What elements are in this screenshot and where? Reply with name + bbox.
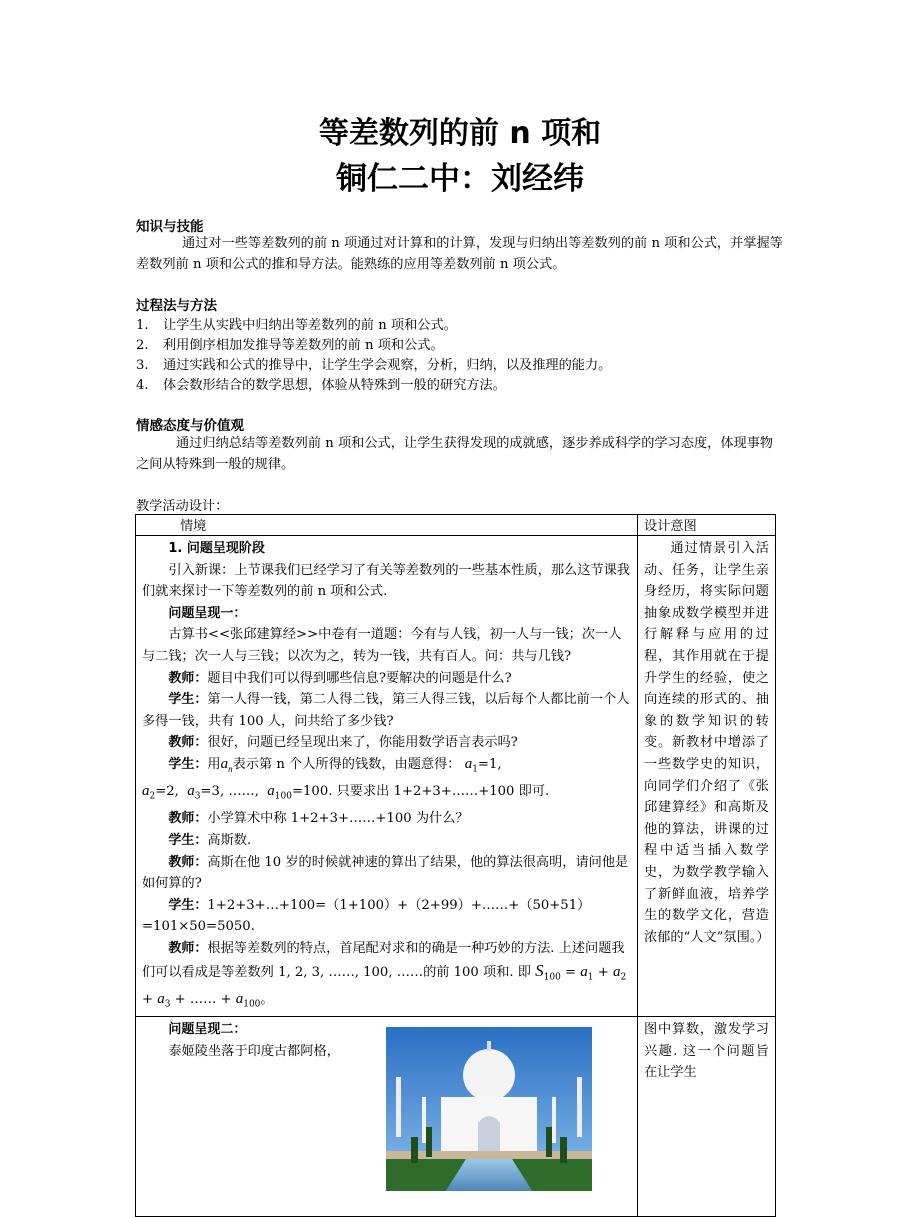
student-line: 1+2+3+…+100=（1+100）+（2+99）+……+（50+51）=101×50=5050. xyxy=(142,897,591,935)
table-cell-intent xyxy=(638,536,776,1017)
table-header-intent: 设计意图 xyxy=(638,515,776,536)
knowledge-text: 通过对一些等差数列的前 n 项通过对计算和的计算，发现与归纳出等差数列的前 n 项和公式，并掌握等差数列前 n 项和公式的推和导方法。能熟练的应用等差数列前 n 项公式。 xyxy=(136,236,783,272)
author-line: 铜仁二中：刘经纬 xyxy=(336,161,584,197)
q2-text: 泰姬陵坐落于印度古都阿格， xyxy=(168,1043,340,1059)
q2-heading: 问题呈现二： xyxy=(168,1022,247,1038)
stage-heading: 1. 问题呈现阶段 xyxy=(168,541,265,556)
table-cell-intent-2 xyxy=(638,1017,776,1217)
list-item: 2. 利用倒序相加发推导等差数列的前 n 项和公式。 xyxy=(136,338,444,353)
q1-heading: 问题呈现一： xyxy=(168,605,247,621)
student-line: 第一人得一钱，第二人得二钱，第三人得三钱，以后每个人都比前一个人多得一钱，共有 100 人，问共给了多少钱? xyxy=(142,692,630,729)
section-heading-process: 过程法与方法 xyxy=(136,298,217,314)
student-formula-line: 学生：用$a_n$表示第 n 个人所得的钱数，由题意得： $a_1=1$, xyxy=(168,755,502,775)
list-item: 3. 通过实践和公式的推导中，让学生学会观察，分析，归纳，以及推理的能力。 xyxy=(136,358,612,373)
activity-label: 教学活动设计： xyxy=(136,499,229,514)
teacher-line: 根据等差数列的特点，首尾配对求和的确是一种巧妙的方法. 上述问题我们可以看成是等差数列 1, 2, 3, ……, 100, ……的前 100 项和. 即 xyxy=(142,940,625,980)
emotion-text: 通过归纳总结等差数列前 n 项和公式，让学生获得发现的成就感，逐步养成科学的学习态度，体现事物之间从特殊到一般的规律。 xyxy=(136,436,774,472)
intent-text-2: 图中算数，激发学习兴趣. 这一个问题旨在让学生 xyxy=(644,1022,769,1081)
table-header-scenario: 情境 xyxy=(136,515,638,536)
student-formula-line-2: $a_2=2$, $a_3=3$, ……, $a_{100}=100$. 只要求出 1+2+3+……+100 即可. xyxy=(142,783,550,802)
table-cell-scenario: 1. 问题呈现阶段 引入新课：上节课我们已经学习了有关等差数列的一些基本性质，那么这节课我们就来探讨一下等差数列的前 n 项和公式. 问题呈现一： 古算书<<张邱建算经>>中卷有一道题：今有与人钱，初一人与一钱；次一人与二钱；次一人与三钱；以次为之，转为一钱，共有百人。问：共与几钱? 教师：题目中我们可以得到哪些信息?要解决的问题是什么? 学生：第一人得一钱，第二人得二钱，第三人得三钱，以后每个人都比前一个人多得一钱，共有 100 人，问共给了多少钱? 教师：很好，问题已经呈现出来了，你能用数学语言表示吗? 学生：用$a_n$表示第 n 个人所得的钱数，由题意得： $a_1=1$, $a_2=2$, $a_3=3$, ……, $a_{100}=100$. 只要求出 1+2+3+……+100 即可. 教师：小学算术中称 1+2+3+……+100 为什么？ 学生：高斯数. 教师：高斯在他 10 岁的时候就神速的算出了结果，他的算法很高明，请问他是如何算的? 学生：1+2+3+…+100=（1+100）+（2+99）+……+（50+51）=101×50=5050. 教师：根据等差数列的特点，首尾配对求和的确是一种巧妙的方法. 上述问题我们可以看成是等差数列 1, 2, 3, ……, 100, ……的前 100 项和. 即 $S_{100} = a_1 + a_2 + a_3$ + …… + $a_{100}$。 xyxy=(136,536,638,1017)
teacher-line: 高斯在他 10 岁的时候就神速的算出了结果，他的算法很高明，请问他是如何算的? xyxy=(142,854,629,892)
teacher-line: 很好，问题已经呈现出来了，你能用数学语言表示吗? xyxy=(207,735,518,751)
teacher-line: 题目中我们可以得到哪些信息?要解决的问题是什么? xyxy=(207,670,512,686)
list-item: 4. 体会数形结合的数学思想，体验从特殊到一般的研究方法。 xyxy=(136,378,506,393)
intent-text: 通过情景引入活动、任务，让学生亲身经历，将实际问题抽象成数学模型并进行解释与应用的过程，其作用就在于提升学生的经验，使之向连续的形式的、抽象的数学知识的转变。新教材中增添了一些数学史的知识，向同学们介绍了《张邱建算经》和高斯及他的算法，讲课的过程中适当插入数学史，为数学教学输入了新鲜血液，培养学生的数学文化，营造浓郁的“人文”氛围。） xyxy=(644,541,770,945)
page-title: 等差数列的前 n 项和 xyxy=(318,116,602,151)
taj-mahal-photo xyxy=(386,1027,592,1191)
section-heading-knowledge: 知识与技能 xyxy=(136,219,204,235)
student-line: 高斯数. xyxy=(207,833,252,848)
q1-text: 古算书<<张邱建算经>>中卷有一道题：今有与人钱，初一人与一钱；次一人与二钱；次一人与三钱；以次为之，转为一钱，共有百人。问：共与几钱? xyxy=(142,627,622,664)
list-item: 1. 让学生从实践中归纳出等差数列的前 n 项和公式。 xyxy=(136,318,457,333)
teacher-line: 小学算术中称 1+2+3+……+100 为什么？ xyxy=(207,811,469,827)
intro-text: 引入新课：上节课我们已经学习了有关等差数列的一些基本性质，那么这节课我们就来探讨一下等差数列的前 n 项和公式. xyxy=(142,562,630,600)
section-heading-emotion: 情感态度与价值观 xyxy=(136,418,244,434)
